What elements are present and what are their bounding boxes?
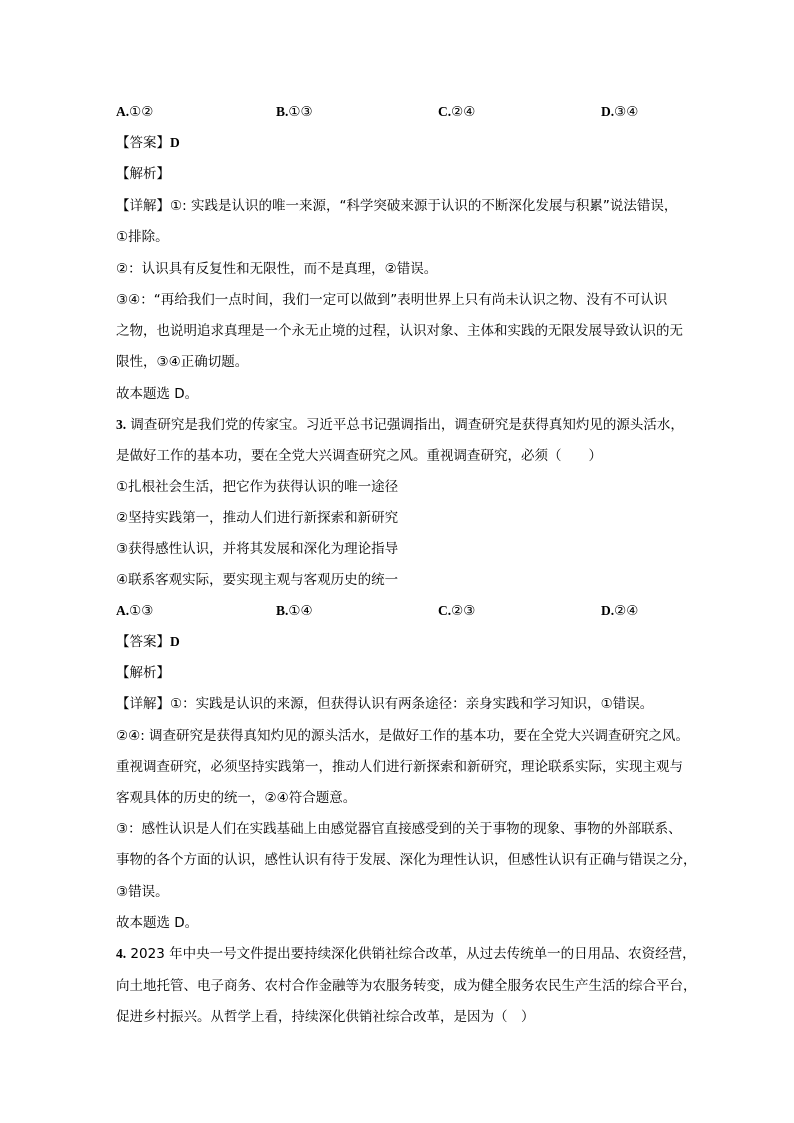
q3-detail-line: 事物的各个方面的认识，感性认识有待于发展、深化为理性认识，但感性认识有正确与错误之分，	[116, 852, 697, 868]
q3-option-d: D.②④	[601, 603, 639, 619]
q3-detail-line: 客观具体的历史的统一，②④符合题意。	[116, 790, 357, 806]
q3-detail-line: 【详解】①：实践是认识的来源，但获得认识有两条途径：亲身实践和学习知识，①错误。	[116, 696, 654, 712]
q3-conclusion: 故本题选 D。	[116, 915, 199, 931]
q2-options	[116, 103, 696, 121]
q2-option-d: D.③④	[601, 104, 639, 120]
q3-option-b: B.①④	[276, 603, 313, 619]
q3-detail-line: ③错误。	[116, 884, 169, 900]
q2-detail-line: ①排除。	[116, 229, 169, 245]
q3-statement: ①扎根社会生活，把它作为获得认识的唯一途径	[116, 479, 399, 495]
q3-option-a: A.①③	[116, 603, 154, 619]
q4-stem-line: 向土地托管、电子商务、农村合作金融等为农服务转变，成为健全服务农民生产生活的综合平台，	[116, 978, 697, 994]
q3-options	[116, 602, 696, 620]
q3-answer: 【答案】D	[116, 634, 180, 650]
q4-stem-line: 促进乡村振兴。从哲学上看，持续深化供销社综合改革，是因为（ ）	[116, 1009, 535, 1025]
q3-detail-line: 重视调查研究，必须坚持实践第一，推动人们进行新探索和新研究，理论联系实际，实现主观与	[116, 759, 683, 775]
q3-stem-line: 3. 调查研究是我们党的传家宝。习近平总书记强调指出，调查研究是获得真知灼见的源头活水，	[116, 417, 684, 433]
q2-detail-line: ③④：“再给我们一点时间，我们一定可以做到”表明世界上只有尚未认识之物、没有不可认识	[116, 292, 668, 308]
q2-option-b: B.①③	[276, 104, 313, 120]
q3-detail-line: ③：感性认识是人们在实践基础上由感觉器官直接感受到的关于事物的现象、事物的外部联系、	[116, 821, 682, 837]
q3-analysis-label: 【解析】	[116, 665, 170, 681]
q3-statement: ③获得感性认识，并将其发展和深化为理论指导	[116, 541, 399, 557]
q3-option-c: C.②③	[438, 603, 476, 619]
q2-detail-line: 之物，也说明追求真理是一个永无止境的过程，认识对象、主体和实践的无限发展导致认识的无	[116, 323, 683, 339]
q2-detail-line: ②：认识具有反复性和无限性，而不是真理，②错误。	[116, 261, 438, 277]
q4-stem-line: 4. 2023 年中央一号文件提出要持续深化供销社综合改革，从过去传统单一的日用品、农资经营，	[116, 946, 696, 962]
q3-detail-line: ②④: 调查研究是获得真知灼见的源头活水，是做好工作的基本功，要在全党大兴调查研究之风。	[116, 728, 690, 744]
q3-stem-line: 是做好工作的基本功，要在全党大兴调查研究之风。重视调查研究，必须（ ）	[116, 448, 602, 464]
q3-statement: ④联系客观实际，要实现主观与客观历史的统一	[116, 572, 399, 588]
q2-option-c: C.②④	[438, 104, 476, 120]
q2-detail-line: 【详解】①: 实践是认识的唯一来源，“科学突破来源于认识的不断深化发展与积累”说法错误，	[116, 198, 678, 214]
q2-answer: 【答案】D	[116, 135, 180, 151]
q2-analysis-label: 【解析】	[116, 166, 170, 182]
q2-detail-line: 限性，③④正确切题。	[116, 354, 249, 370]
q3-statement: ②坚持实践第一，推动人们进行新探索和新研究	[116, 510, 399, 526]
q2-option-a: A.①②	[116, 104, 154, 120]
q2-conclusion: 故本题选 D。	[116, 386, 199, 402]
